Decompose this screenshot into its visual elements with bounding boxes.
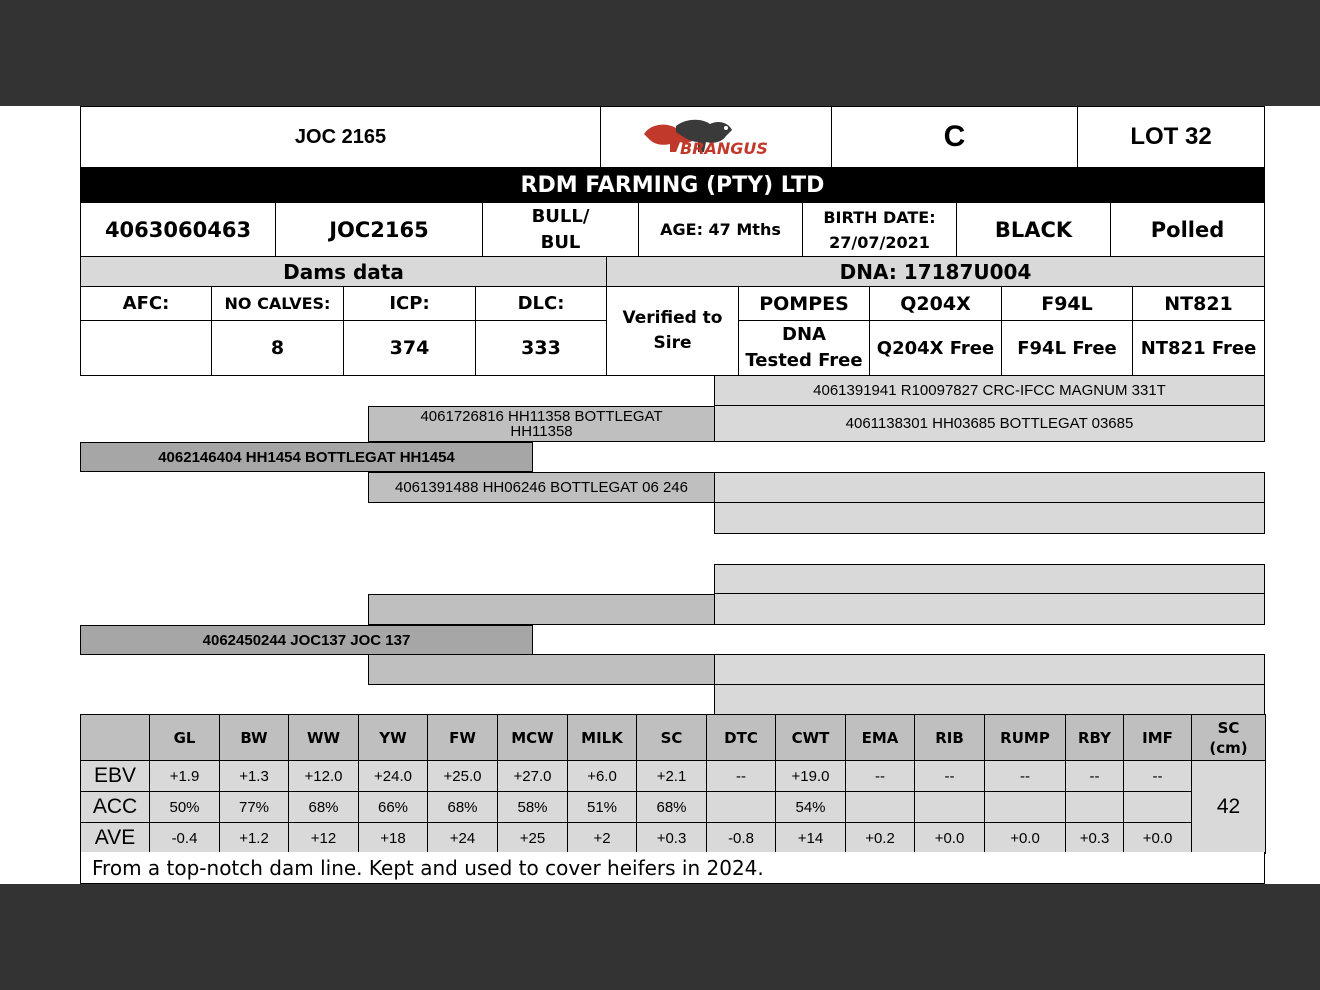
verified-line1: Verified to (622, 308, 723, 328)
pedigree-dam-sire (368, 594, 715, 625)
pedigree-dam-sire-dam (714, 594, 1265, 625)
icp-value-cell (344, 321, 476, 376)
pedigree-sire-sire-sire-text: 4061391941 R10097827 CRC-IFCC MAGNUM 331T (813, 382, 1166, 399)
dlc-label-cell (476, 287, 607, 321)
icp-label-cell (344, 287, 476, 321)
ebv-cell: -- (846, 761, 915, 792)
birth-date-cell (803, 203, 957, 257)
pedigree-sire-dam-text: 4061391488 HH06246 BOTTLEGAT 06 246 (395, 479, 688, 496)
test-name-f94l-cell (1002, 287, 1133, 321)
pedigree-dam-dam-sire (714, 654, 1265, 685)
ave-cell: +1.2 (220, 823, 289, 854)
pedigree-sire-sire (368, 406, 715, 442)
brangus-logo (636, 112, 796, 162)
ebv-cell: -- (1066, 761, 1124, 792)
calves-label: NO CALVES: (224, 294, 331, 313)
breed-logo-cell (601, 106, 832, 168)
acc-row (81, 792, 1266, 823)
ebv-col-cwt: CWT (776, 715, 846, 761)
ebv-col-milk: MILK (568, 715, 637, 761)
pedigree-sire-sire-dam-text: 4061138301 HH03685 BOTTLEGAT 03685 (845, 415, 1134, 432)
dlc-value: 333 (521, 337, 561, 359)
pedigree-dam-sire-sire (714, 564, 1265, 594)
color: BLACK (994, 217, 1073, 242)
dams-data-title: Dams data (283, 259, 404, 284)
test-result-q204x: Q204X Free (876, 337, 995, 359)
ebv-cell: +6.0 (568, 761, 637, 792)
ebv-col-ema: EMA (846, 715, 915, 761)
ebv-corner-cell (81, 715, 150, 761)
ebv-col-dtc: DTC (707, 715, 776, 761)
ebv-col-imf: IMF (1124, 715, 1192, 761)
ebv-col-rib: RIB (915, 715, 985, 761)
ebv-cell: +25.0 (428, 761, 498, 792)
verified-line2: Sire (653, 333, 692, 353)
ebv-col-mcw: MCW (498, 715, 568, 761)
ebv-row (81, 761, 1266, 792)
dlc-value-cell (476, 321, 607, 376)
ave-cell: +24 (428, 823, 498, 854)
pedigree-sire-sire-sire (714, 376, 1265, 406)
test-name-nt821: NT821 (1164, 292, 1233, 315)
icp-label: ICP: (389, 293, 430, 314)
acc-cell: 68% (637, 792, 707, 823)
lot-cell (1078, 106, 1265, 168)
ebv-cell: -- (1124, 761, 1192, 792)
registration-number: 4063060463 (104, 217, 252, 242)
acc-row-label: ACC (81, 792, 150, 823)
pedigree-sire-dam-sire (714, 472, 1265, 503)
sex-line1: BULL/ (531, 205, 590, 227)
ave-cell: +0.2 (846, 823, 915, 854)
ebv-cell: +2.1 (637, 761, 707, 792)
brangus-logo-text: BRANGUS (680, 139, 768, 158)
ave-row-label: AVE (81, 823, 150, 854)
lot-sheet (0, 106, 1320, 884)
herd-id-cell (276, 203, 483, 257)
test-result-pompes-cell (739, 321, 870, 376)
dams-data-header (80, 257, 607, 287)
pedigree-dam-dam (368, 654, 715, 685)
test-name-nt821-cell (1133, 287, 1265, 321)
lot-number: LOT 32 (1130, 123, 1212, 150)
pedigree-sire-sire-line1: 4061726816 HH11358 BOTTLEGAT (420, 408, 663, 425)
grade: C (943, 120, 966, 153)
age: AGE: 47 Mths (660, 220, 781, 239)
dna-header (607, 257, 1265, 287)
reg-no-cell (80, 203, 276, 257)
test-name-f94l: F94L (1041, 292, 1093, 315)
sc-cm-line1: SC (1217, 718, 1240, 737)
afc-label-cell (80, 287, 212, 321)
pedigree-sire-dam-dam (714, 503, 1265, 534)
test-result-f94l-cell (1002, 321, 1133, 376)
verified-to-sire-cell (607, 287, 739, 376)
ebv-col-yw: YW (359, 715, 428, 761)
pedigree-sire-text: 4062146404 HH1454 BOTTLEGAT HH1454 (158, 448, 455, 466)
test-result-q204x-cell (870, 321, 1002, 376)
birth-date: 27/07/2021 (829, 232, 930, 252)
acc-cell (1124, 792, 1192, 823)
ebv-col-rby: RBY (1066, 715, 1124, 761)
acc-cell: 54% (776, 792, 846, 823)
lot-comment-text: From a top-notch dam line. Kept and used to cover heifers in 2024. (92, 855, 764, 880)
ave-cell: +0.0 (1124, 823, 1192, 854)
ebv-cell: +1.9 (150, 761, 220, 792)
ebv-col-sc: SC (637, 715, 707, 761)
acc-cell (707, 792, 776, 823)
breeder-name: RDM FARMING (PTY) LTD (520, 172, 825, 198)
ebv-cell: +27.0 (498, 761, 568, 792)
ave-cell: +18 (359, 823, 428, 854)
test-name-q204x-cell (870, 287, 1002, 321)
age-cell (639, 203, 803, 257)
ave-cell: +0.0 (985, 823, 1066, 854)
calves-label-cell (212, 287, 344, 321)
ave-cell: +0.3 (637, 823, 707, 854)
test-result-pompes-line1: DNA (782, 324, 826, 345)
pedigree-sire-dam (368, 472, 715, 503)
ave-row (81, 823, 1266, 854)
ave-cell: +25 (498, 823, 568, 854)
acc-cell: 68% (289, 792, 359, 823)
color-cell (957, 203, 1111, 257)
ebv-col-fw: FW (428, 715, 498, 761)
horn-status-cell (1111, 203, 1265, 257)
pedigree-dam (80, 625, 533, 655)
test-result-nt821-cell (1133, 321, 1265, 376)
afc-value-cell (80, 321, 212, 376)
grade-cell (832, 106, 1078, 168)
ebv-col-ww: WW (289, 715, 359, 761)
ebv-col-rump: RUMP (985, 715, 1066, 761)
ave-cell: -0.4 (150, 823, 220, 854)
test-result-pompes-line2: Tested Free (745, 350, 863, 371)
acc-cell: 50% (150, 792, 220, 823)
ebv-cell: -- (915, 761, 985, 792)
pedigree-dam-text: 4062450244 JOC137 JOC 137 (202, 631, 411, 649)
ave-cell: +2 (568, 823, 637, 854)
acc-cell: 51% (568, 792, 637, 823)
acc-cell: 68% (428, 792, 498, 823)
test-name-pompes-cell (739, 287, 870, 321)
ebv-col-sc-cm (1192, 715, 1266, 761)
acc-cell (985, 792, 1066, 823)
acc-cell (846, 792, 915, 823)
pedigree-sire (80, 442, 533, 472)
test-result-f94l: F94L Free (1017, 337, 1117, 359)
calves-value: 8 (270, 337, 285, 359)
test-result-nt821: NT821 Free (1140, 337, 1257, 359)
ebv-cell: +12.0 (289, 761, 359, 792)
acc-cell (1066, 792, 1124, 823)
ebv-col-gl: GL (150, 715, 220, 761)
test-name-pompes: POMPES (759, 292, 849, 315)
sc-cm-line2: (cm) (1209, 738, 1248, 757)
ebv-cell: +1.3 (220, 761, 289, 792)
calves-value-cell (212, 321, 344, 376)
sex-line2: BUL (540, 231, 581, 253)
ebv-row-label: EBV (81, 761, 150, 792)
pedigree-sire-sire-dam (714, 406, 1265, 442)
ebv-col-bw: BW (220, 715, 289, 761)
ebv-cell: -- (707, 761, 776, 792)
acc-cell: 58% (498, 792, 568, 823)
dlc-label: DLC: (517, 293, 565, 314)
lot-comment (80, 852, 1265, 884)
acc-cell (915, 792, 985, 823)
animal-id: JOC 2165 (294, 125, 387, 148)
ebv-cell: -- (985, 761, 1066, 792)
ave-cell: +0.3 (1066, 823, 1124, 854)
ebv-header-row (81, 715, 1266, 761)
ebv-table (80, 714, 1266, 854)
dna-title: DNA: 17187U004 (839, 259, 1032, 284)
ave-cell: -0.8 (707, 823, 776, 854)
acc-cell: 77% (220, 792, 289, 823)
breeder-banner (80, 168, 1265, 203)
ave-cell: +12 (289, 823, 359, 854)
icp-value: 374 (389, 337, 430, 359)
acc-cell: 66% (359, 792, 428, 823)
sex-cell (483, 203, 639, 257)
ave-cell: +14 (776, 823, 846, 854)
ebv-cell: +24.0 (359, 761, 428, 792)
ave-cell: +0.0 (915, 823, 985, 854)
birth-date-label: BIRTH DATE: (823, 207, 936, 227)
horn-status: Polled (1150, 217, 1225, 242)
pedigree-sire-sire-line2: HH11358 (510, 423, 573, 440)
herd-id: JOC2165 (329, 217, 429, 242)
sc-cm-value: 42 (1192, 761, 1266, 854)
pedigree-dam-dam-dam (714, 685, 1265, 715)
test-name-q204x: Q204X (900, 292, 971, 315)
ebv-cell: +19.0 (776, 761, 846, 792)
animal-id-cell (80, 106, 601, 168)
afc-label: AFC: (122, 293, 170, 314)
